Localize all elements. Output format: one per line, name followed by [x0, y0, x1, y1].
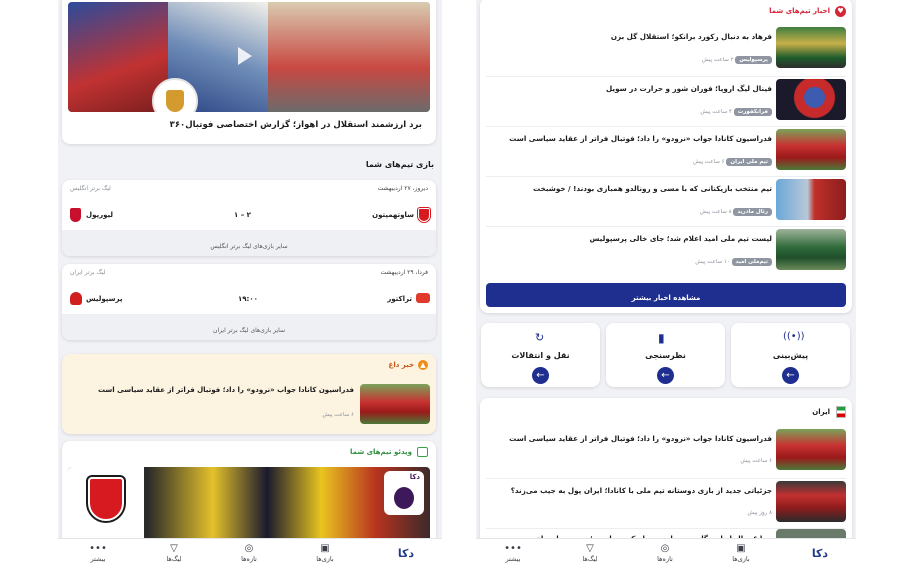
tractor-logo-icon	[416, 293, 430, 303]
news-time: ۲ ساعت پیش	[701, 57, 734, 63]
arrow-left-icon[interactable]: ←	[532, 367, 549, 384]
news-item[interactable]	[486, 178, 846, 226]
more-news-button[interactable]	[486, 283, 846, 307]
news-time: ۶ ساعت پیش	[692, 159, 725, 165]
news-title[interactable]: تیم منتخب بازیکنانی که با مسی و رونالدو همبازی بودند! / خوشبخت	[533, 184, 772, 193]
nav-more[interactable]	[73, 543, 123, 563]
team-videos-title: ویدئو تیم‌های شما	[350, 448, 412, 456]
app-logo[interactable]: دکا	[397, 547, 414, 560]
news-time: ۸ روز پیش	[747, 510, 772, 516]
nav-news[interactable]	[224, 543, 274, 563]
news-meta	[695, 258, 772, 266]
news-title[interactable]: جزئیاتی جدید از بازی دوستانه تیم ملی با کانادا؛ ایران پول به جیب می‌زند؟	[510, 486, 772, 495]
news-tag[interactable]: تیم‌ملی امید	[732, 258, 772, 266]
more-matches-label: سایر بازی‌های لیگ برتر ایران	[213, 327, 285, 334]
divider	[486, 478, 846, 479]
news-item[interactable]	[486, 428, 846, 476]
match-group-iran[interactable]	[62, 264, 436, 340]
news-time: ۱۰ ساعت پیش	[695, 259, 730, 265]
premier-league-badge	[384, 471, 424, 515]
news-tag[interactable]: تیم ملی ایران	[726, 158, 772, 166]
nav-leagues[interactable]	[565, 543, 615, 563]
scoreboard-icon: ▣	[320, 543, 330, 554]
iran-team-card	[480, 398, 852, 548]
shortcut-label: نقل و انتقالات	[511, 351, 570, 360]
shortcut-poll[interactable]	[606, 323, 725, 387]
arrow-left-icon[interactable]: ←	[657, 367, 674, 384]
news-time: ۸ ساعت پیش	[699, 209, 732, 215]
more-matches-iran[interactable]	[62, 314, 436, 340]
shortcut-transfers[interactable]	[481, 323, 600, 387]
hot-news-headline[interactable]: فدراسیون کانادا جواب «نرودو» را داد؛ فوتبال فراتر از عقاید سیاسی است	[98, 386, 354, 394]
more-news-label: مشاهده اخبار بیشتر	[631, 294, 701, 302]
nav-matches-label: بازی‌ها	[316, 555, 334, 563]
featured-video-card[interactable]	[62, 0, 436, 144]
broadcast-icon: ((•))	[783, 331, 805, 342]
news-thumbnail[interactable]	[776, 481, 846, 522]
shortcut-label: نظرسنجی	[645, 351, 686, 360]
more-dots-icon: •••	[504, 543, 522, 554]
more-matches-label: سایر بازی‌های لیگ برتر انگلیس	[210, 243, 288, 250]
scoreboard-icon: ▣	[736, 543, 746, 554]
arrow-left-icon[interactable]: ←	[782, 367, 799, 384]
southampton-logo-icon	[418, 208, 430, 222]
match-date: فردا، ۲۹ اردیبهشت	[380, 269, 428, 276]
left-screen	[58, 0, 442, 570]
match-score[interactable]: ۱ – ۲	[234, 211, 251, 219]
news-thumbnail[interactable]	[776, 129, 846, 170]
news-tag[interactable]: رئال مادرید	[733, 208, 772, 216]
news-meta	[702, 56, 772, 64]
team-news-title: اخبار تیم‌های شما	[769, 7, 830, 15]
bottom-navigation	[476, 538, 856, 570]
right-screen	[476, 0, 856, 570]
news-title[interactable]: لیست تیم ملی امید اعلام شد؛ جای خالی پرسپولیس	[589, 234, 772, 243]
nav-more[interactable]	[488, 543, 538, 563]
nav-matches-label: بازی‌ها	[732, 555, 750, 563]
fire-icon: ▲	[418, 360, 428, 370]
news-title[interactable]: فرهاد به دنبال رکورد برانکو؛ استقلال گل بزن	[610, 32, 772, 41]
globe-icon: ◎	[660, 543, 670, 554]
nav-news-label: تازه‌ها	[657, 555, 673, 563]
news-thumbnail[interactable]	[776, 79, 846, 120]
trophy-icon: ▽	[170, 543, 178, 554]
divider	[486, 126, 846, 127]
iran-title: ایران	[812, 408, 830, 416]
news-meta	[700, 108, 772, 116]
news-thumbnail[interactable]	[776, 179, 846, 220]
hot-news-time: ۶ ساعت پیش	[322, 412, 354, 418]
news-title[interactable]: فینال لیگ اروپا؛ فوران شور و حرارت در سویل	[606, 84, 772, 93]
news-thumbnail[interactable]	[776, 27, 846, 68]
team-news-card	[480, 0, 852, 313]
home-team[interactable]: تراکتور	[387, 295, 412, 303]
video-gallery-icon	[417, 447, 428, 457]
app-logo[interactable]: دکا	[811, 547, 828, 560]
badge-label: دکا	[409, 473, 420, 481]
nav-leagues[interactable]	[149, 543, 199, 563]
news-time: ۶ ساعت پیش	[740, 458, 772, 464]
news-tag[interactable]: پرسپولیس	[735, 56, 772, 64]
liverpool-logo-icon	[70, 208, 81, 222]
nav-news-label: تازه‌ها	[241, 555, 257, 563]
nav-matches[interactable]	[716, 543, 766, 563]
nav-leagues-label: لیگ‌ها	[166, 555, 182, 563]
away-team[interactable]: پرسپولیس	[86, 295, 123, 303]
news-thumbnail[interactable]	[776, 429, 846, 470]
bottom-navigation	[58, 538, 442, 570]
bar-chart-icon: ▮	[658, 331, 665, 345]
away-team[interactable]: لیورپول	[86, 211, 113, 219]
match-date: دیروز، ۲۷ اردیبهشت	[377, 185, 428, 192]
play-icon[interactable]	[238, 47, 252, 65]
featured-video-caption[interactable]: برد ارزشمند استقلال در اهواز؛ گزارش اختصاصی فوتبال۳۶۰	[169, 120, 422, 130]
persepolis-logo-icon	[70, 292, 82, 305]
news-meta	[700, 208, 772, 216]
news-meta	[693, 158, 772, 166]
news-time: ۴ ساعت پیش	[700, 109, 732, 115]
divider	[486, 176, 846, 177]
hot-news-card[interactable]	[62, 354, 436, 434]
shortcut-prediction[interactable]	[731, 323, 850, 387]
iran-flag-icon	[836, 406, 846, 418]
globe-icon: ◎	[244, 543, 254, 554]
match-league[interactable]: لیگ برتر ایران	[70, 269, 106, 276]
news-item[interactable]	[486, 78, 846, 126]
news-thumbnail[interactable]	[776, 229, 846, 270]
hot-news-title-label: خبر داغ	[388, 361, 414, 369]
news-title[interactable]: فدراسیون کانادا جواب «نرودو» را داد؛ فوتبال فراتر از عقاید سیاسی است	[509, 434, 772, 443]
heart-icon: ♥	[835, 6, 846, 17]
nav-more-label: بیشتر	[90, 555, 106, 563]
more-dots-icon: •••	[89, 543, 107, 554]
news-tag[interactable]: فرانکفورت	[734, 108, 772, 116]
more-matches-epl[interactable]	[62, 230, 436, 256]
home-team[interactable]: ساوتهمپتون	[372, 211, 414, 219]
nav-leagues-label: لیگ‌ها	[582, 555, 598, 563]
transfer-icon: ↻	[535, 331, 545, 344]
nav-matches[interactable]	[300, 543, 350, 563]
news-item[interactable]	[486, 480, 846, 528]
shortcut-label: پیش‌بینی	[772, 351, 809, 360]
nav-more-label: بیشتر	[505, 555, 521, 563]
news-item[interactable]	[486, 26, 846, 74]
divider	[486, 226, 846, 227]
matches-section-title: بازی تیم‌های شما	[365, 160, 434, 169]
trophy-icon: ▽	[586, 543, 594, 554]
match-time[interactable]: ۱۹:۰۰	[238, 295, 258, 303]
featured-video-thumbnail[interactable]	[68, 2, 430, 112]
nav-news[interactable]	[640, 543, 690, 563]
news-title[interactable]: فدراسیون کانادا جواب «نرودو» را داد؛ فوتبال فراتر از عقاید سیاسی است	[509, 134, 772, 143]
match-group-epl[interactable]	[62, 180, 436, 256]
match-league[interactable]: لیگ برتر انگلیس	[70, 185, 111, 192]
divider	[486, 76, 846, 77]
news-item[interactable]	[486, 128, 846, 176]
hot-news-thumbnail[interactable]	[360, 384, 430, 424]
news-item[interactable]	[486, 228, 846, 276]
team-videos-card[interactable]	[62, 441, 436, 551]
